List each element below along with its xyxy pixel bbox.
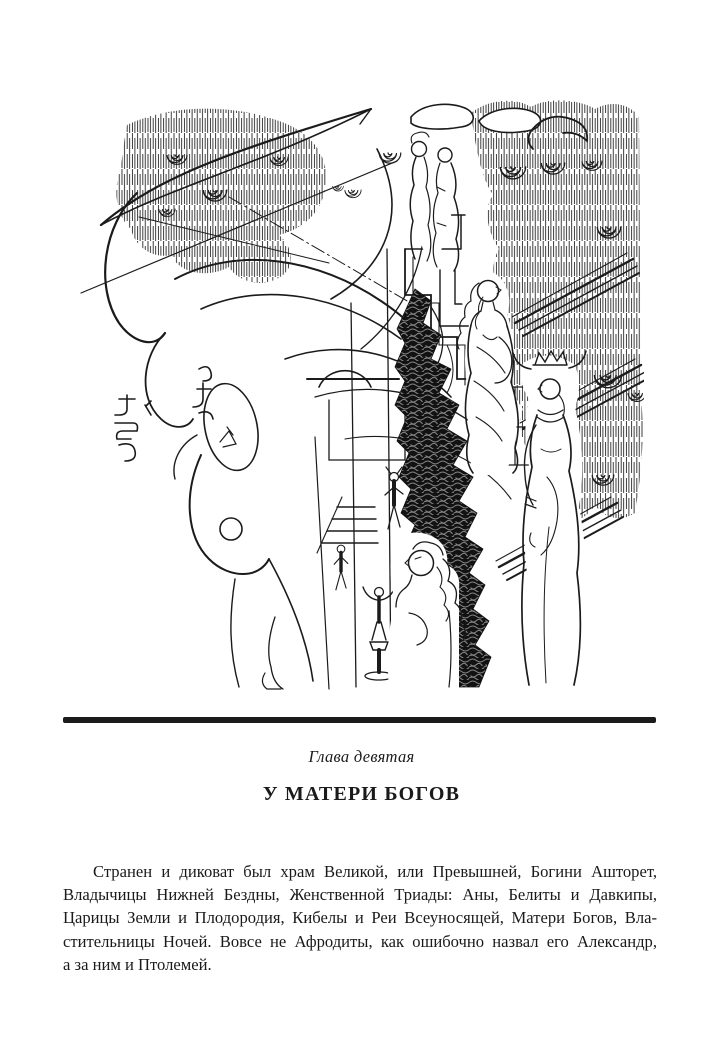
worshipper-figure — [334, 545, 348, 590]
chapter-kicker: Глава девятая — [308, 747, 415, 766]
paragraph — [63, 860, 657, 976]
paragraph-line: а за ним и Птолемей. — [63, 954, 212, 974]
stairway — [317, 497, 378, 553]
glyph-squiggles — [115, 367, 213, 461]
paragraph-line: стительницы Ночей. Вовсе не Афродиты, как ошибочно назвал его Александр, — [63, 931, 657, 951]
paragraph-line: Царицы Земли и Плодородия, Кибелы и Реи Всеуносящей, Матери Богов, Вла- — [63, 908, 657, 928]
paragraph-line: Странен и диковат был храм Великой, или Превышней, Богини Ашторет, — [93, 862, 657, 881]
paragraph-line: Владычицы Нижней Бездны, Женственной Триады: Аны, Белиты и Давкипы, — [63, 885, 657, 905]
chapter-illustration-svg — [79, 97, 644, 692]
chapter-title: У МАТЕРИ БОГОВ — [262, 783, 461, 805]
chapter-illustration — [79, 97, 644, 692]
section-divider-rule — [63, 717, 656, 723]
